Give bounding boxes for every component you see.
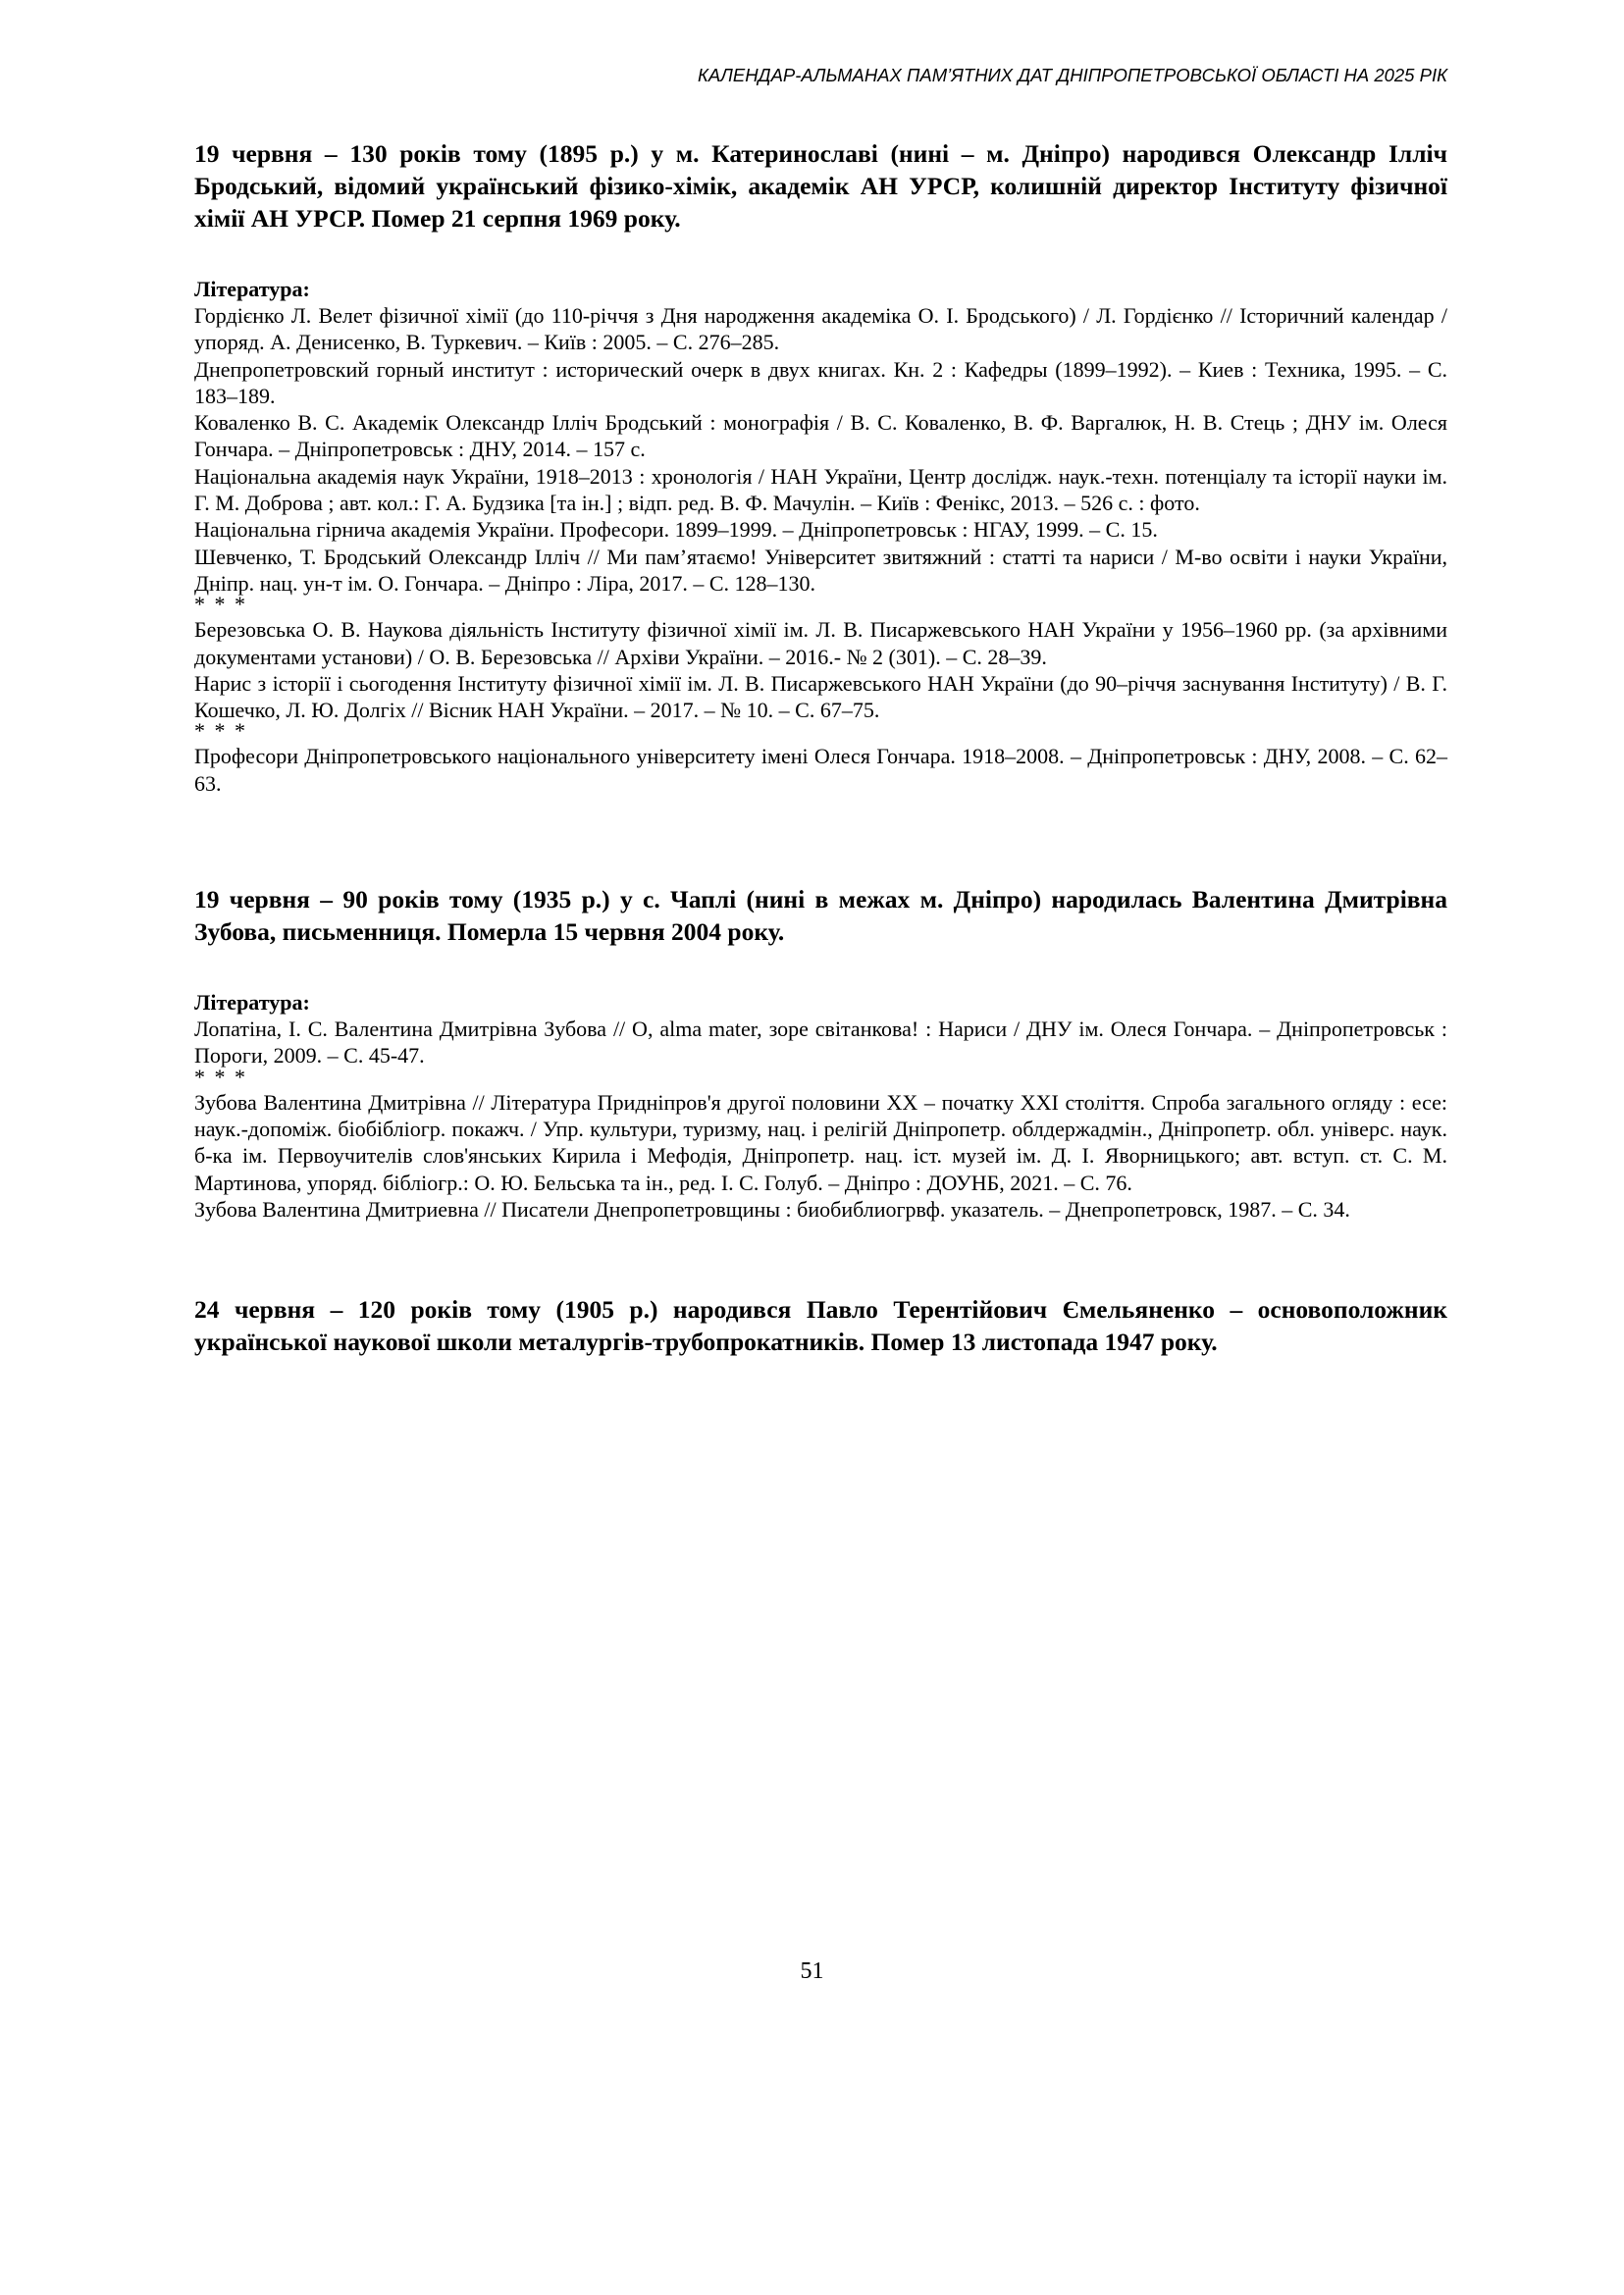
page-content bbox=[194, 137, 1447, 1358]
reference-item: Березовська О. В. Наукова діяльність Інституту фізичної хімії ім. Л. В. Писаржевського НАН України у 1956–1960 рр. (за архівними документами установи) / О. В. Березовська // Архіви України. – 2016.- № 2 (301). – С. 28–39. bbox=[194, 617, 1447, 669]
reference-item: Нарис з історії і сьогодення Інституту фізичної хімії ім. Л. В. Писаржевського НАН України (до 90–річчя заснування Інституту) / В. Г. Кошечко, Л. Ю. Долгіх // Вісник НАН України. – 2017. – № 10. – С. 67–75. bbox=[194, 670, 1447, 723]
reference-item: Національна гірнича академія України. Професори. 1899–1999. – Дніпропетровськ : НГАУ, 1999. – С. 15. bbox=[194, 517, 1158, 543]
reference-item: Днепропетровский горный институт : исторический очерк в двух книгах. Кн. 2 : Кафедры (1899–1992). – Киев : Техника, 1995. – С. 183–189. bbox=[194, 356, 1447, 408]
reference-item: Гордієнко Л. Велет фізичної хімії (до 110-річчя з Дня народження академіка О. І. Бродського) / Л. Гордієнко // Історичний календар / упоряд. А. Денисенко, В. Туркевич. – Київ : 2005. – С. 276–285. bbox=[194, 303, 1447, 355]
reference-item: Професори Дніпропетровського національного університету імені Олеся Гончара. 1918–2008. – Дніпропетровськ : ДНУ, 2008. – С. 62–63. bbox=[194, 744, 1447, 796]
reference-item: Лопатіна, І. С. Валентина Дмитрівна Зубова // О, alma mater, зоре світанкова! : Нариси / ДНУ ім. Олеся Гончара. – Дніпропетровськ : Пороги, 2009. – С. 45-47. bbox=[194, 1017, 1447, 1069]
reference-item: Зубова Валентина Дмитриевна // Писатели Днепропетровщины : биобиблиогрвф. указатель. – Днепропетровск, 1987. – С. 34. bbox=[194, 1196, 1350, 1222]
section-separator: * * * bbox=[194, 592, 247, 617]
page-number: 51 bbox=[800, 1958, 824, 1984]
literature-label: Література: bbox=[194, 990, 310, 1016]
reference-item: Національна академія наук України, 1918–2013 : хронологія / НАН України, Центр дослідж. наук.-техн. потенціалу та історії науки ім. Г. М. Доброва ; авт. кол.: Г. А. Будзика [та ін.] ; відп. ред. В. Ф. Мачулін. – Київ : Фенікс, 2013. – 526 с. : фото. bbox=[194, 463, 1447, 516]
reference-item: Зубова Валентина Дмитрівна // Література Придніпров'я другої половини ХХ – початку ХХІ століття. Спроба загального огляду : есе: наук.-допоміж. біобібліогр. покажч. / Упр. культури, туризму, нац. і релігій Дніпропетр. облдержадмін., Дніпропетр. обл. універс. наук. б-ка ім. Первоучителів слов'янських Кирила і Мефодія, Дніпропетр. нац. іст. музей ім. Д. І. Яворницького; авт. вступ. ст. С. М. Мартинова, упоряд. бібліогр.: О. Ю. Бельська та ін., ред. І. С. Голуб. – Дніпро : ДОУНБ, 2021. – С. 76. bbox=[194, 1089, 1447, 1195]
entry-title: 19 червня – 130 років тому (1895 р.) у м. Катеринославі (нині – м. Дніпро) народився Олександр Ілліч Бродський, відомий український фізико-хімік, академік АН УРСР, колишній директор Інституту фізичної хімії АН УРСР. Помер 21 серпня 1969 року. bbox=[194, 139, 1447, 233]
literature-label: Література: bbox=[194, 277, 310, 301]
entry-title: 24 червня – 120 років тому (1905 р.) народився Павло Терентійович Ємельяненко – основоположник української наукової школи металургів-трубопрокатників. Помер 13 листопада 1947 року. bbox=[194, 1295, 1447, 1357]
reference-item: Коваленко В. С. Академік Олександр Ілліч Бродський : монографія / В. С. Коваленко, В. Ф. Варгалюк, Н. В. Стець ; ДНУ ім. Олеся Гончара. – Дніпропетровськ : ДНУ, 2014. – 157 с. bbox=[194, 410, 1447, 462]
running-header: КАЛЕНДАР-АЛЬМАНАХ ПАМ’ЯТНИХ ДАТ ДНІПРОПЕТРОВСЬКОЇ ОБЛАСТІ НА 2025 РІК bbox=[697, 65, 1447, 85]
section-separator: * * * bbox=[194, 1064, 247, 1089]
reference-item: Шевченко, Т. Бродський Олександр Ілліч // Ми пам’ятаємо! Університет звитяжний : статті та нариси / М-во освіти і науки України, Дніпр. нац. ун-т ім. О. Гончара. – Дніпро : Ліра, 2017. – С. 128–130. bbox=[194, 544, 1447, 596]
entry-title: 19 червня – 90 років тому (1935 р.) у с. Чаплі (нині в межах м. Дніпро) народилась Валентина Дмитрівна Зубова, письменниця. Померла 15 червня 2004 року. bbox=[194, 885, 1447, 947]
section-separator: * * * bbox=[194, 718, 247, 744]
